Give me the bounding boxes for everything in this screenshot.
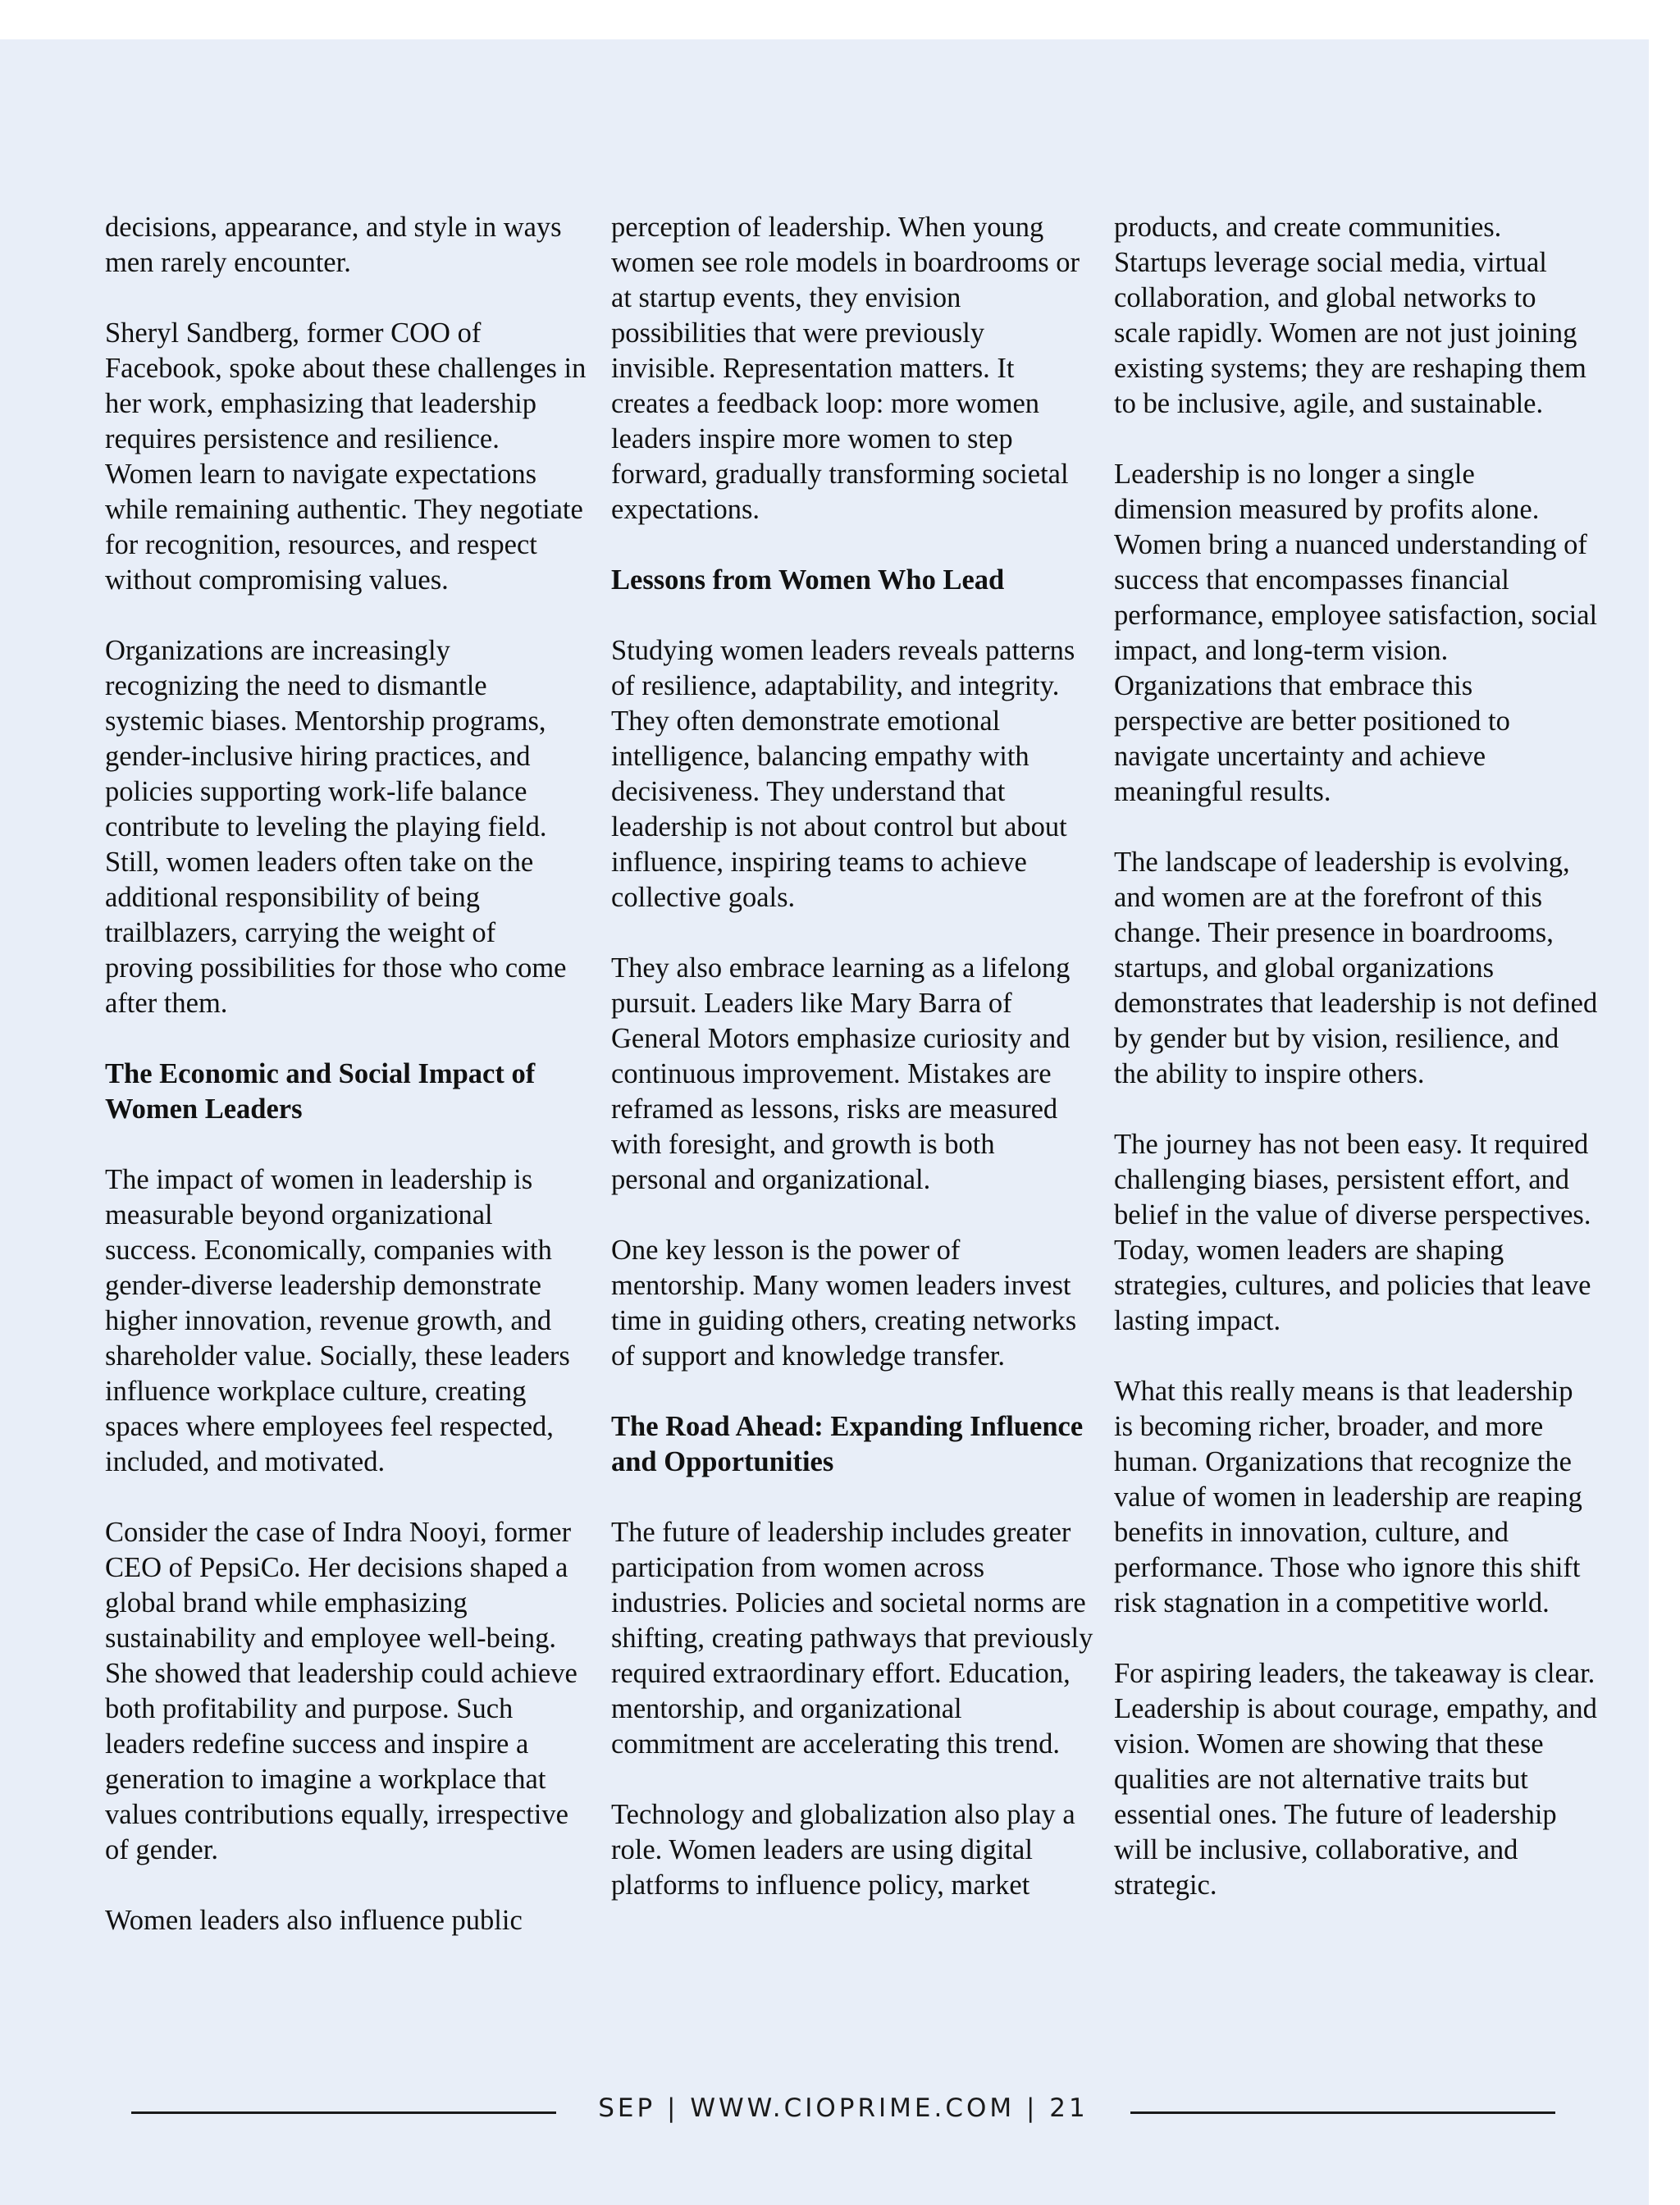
article-column-1 [105,210,589,1974]
paragraph: What this really means is that leadership is becoming richer, broader, and more human. Organizations that recognize the value of women in leadership are reaping benefits in innovation, culture, and performance. Those who ignore this shift risk stagnation in a competitive world. [1114,1376,1582,1618]
article-columns [105,210,1598,2048]
paragraph: Leadership is no longer a single dimension measured by profits alone. Women bring a nuanced understanding of success that encompasses financial performance, employee satisfaction, social impact, and long-term vision. Organizations that embrace this perspective are better positioned to navigate uncertainty and achieve meaningful results. [1114,459,1598,807]
paragraph: The future of leadership includes greater participation from women across industries. Policies and societal norms are shifting, creating pathways that previously required extraordinary effort. Education, mentorship, and organizational commitment are accelerating this trend. [611,1517,1093,1760]
page-footer [0,2089,1680,2134]
section-heading: Lessons from Women Who Lead [611,564,1005,596]
paragraph: They also embrace learning as a lifelong pursuit. Leaders like Mary Barra of General Motors emphasize curiosity and continuous improvement. Mistakes are reframed as lessons, risks are measured with foresight, and growth is both personal and organizational. [611,952,1071,1195]
paragraph: Studying women leaders reveals patterns of resilience, adaptability, and integrity. They often demonstrate emotional intelligence, balancing empathy with decisiveness. They understand that leadership is not about control but about influence, inspiring teams to achieve collective goals. [611,635,1075,913]
article-column-3 [1114,210,1598,1938]
paragraph: Women leaders also influence public [105,1905,523,1936]
footer-rule-left [131,2111,556,2114]
article-column-2 [611,210,1095,1938]
footer-rule-right [1130,2111,1555,2114]
paragraph: The landscape of leadership is evolving, and women are at the forefront of this change. Their presence in boardrooms, startups, and global organizations demonstrates that leadership is not defined by gender but by vision, resilience, and the ability to inspire others. [1114,847,1598,1089]
paragraph: Organizations are increasingly recognizing the need to dismantle systemic biases. Mentorship programs, gender-inclusive hiring practices, and policies supporting work-life balance contribute to leveling the playing field. Still, women leaders often take on the additional responsibility of being trailblazers, carrying the weight of proving possibilities for those who come after them. [105,635,567,1019]
paragraph: perception of leadership. When young women see role models in boardrooms or at startup events, they envision possibilities that were previously invisible. Representation matters. It creates a feedback loop: more women leaders inspire more women to step forward, gradually transforming societal expectations. [611,212,1080,525]
paragraph: Consider the case of Indra Nooyi, former CEO of PepsiCo. Her decisions shaped a global brand while emphasizing sustainability and employee well-being. She showed that leadership could achieve both profitability and purpose. Such leaders redefine success and inspire a generation to imagine a workplace that values contributions equally, irrespective of gender. [105,1517,578,1865]
footer-text: SEP | WWW.CIOPRIME.COM | 21 [598,2093,1089,2123]
paragraph: Sheryl Sandberg, former COO of Facebook, spoke about these challenges in her work, emphasizing that leadership requires persistence and resilience. Women learn to navigate expectations while remaining authentic. They negotiate for recognition, resources, and respect without compromising values. [105,317,587,596]
paragraph: Technology and globalization also play a role. Women leaders are using digital platforms to influence policy, market [611,1799,1075,1901]
paragraph: The impact of women in leadership is measurable beyond organizational success. Economically, companies with gender-diverse leadership demonstrate higher innovation, revenue growth, and shareholder value. Socially, these leaders influence workplace culture, creating spaces where employees feel respected, included, and motivated. [105,1164,570,1477]
paragraph: For aspiring leaders, the takeaway is clear. Leadership is about courage, empathy, and vision. Women are showing that these qualities are not alternative traits but essential ones. The future of leadership will be inclusive, collaborative, and strategic. [1114,1658,1597,1901]
paragraph: One key lesson is the power of mentorship. Many women leaders invest time in guiding others, creating networks of support and knowledge transfer. [611,1235,1077,1372]
section-heading: The Economic and Social Impact of Women Leaders [105,1058,536,1125]
paragraph: products, and create communities. Startups leverage social media, virtual collaboration, and global networks to scale rapidly. Women are not just joining existing systems; they are reshaping them to be inclusive, agile, and sustainable. [1114,212,1586,419]
paragraph: decisions, appearance, and style in ways men rarely encounter. [105,212,562,278]
paragraph: The journey has not been easy. It required challenging biases, persistent effort, and belief in the value of diverse perspectives. Today, women leaders are shaping strategies, cultures, and policies that leave lasting impact. [1114,1129,1591,1336]
section-heading: The Road Ahead: Expanding Influence and Opportunities [611,1411,1084,1477]
